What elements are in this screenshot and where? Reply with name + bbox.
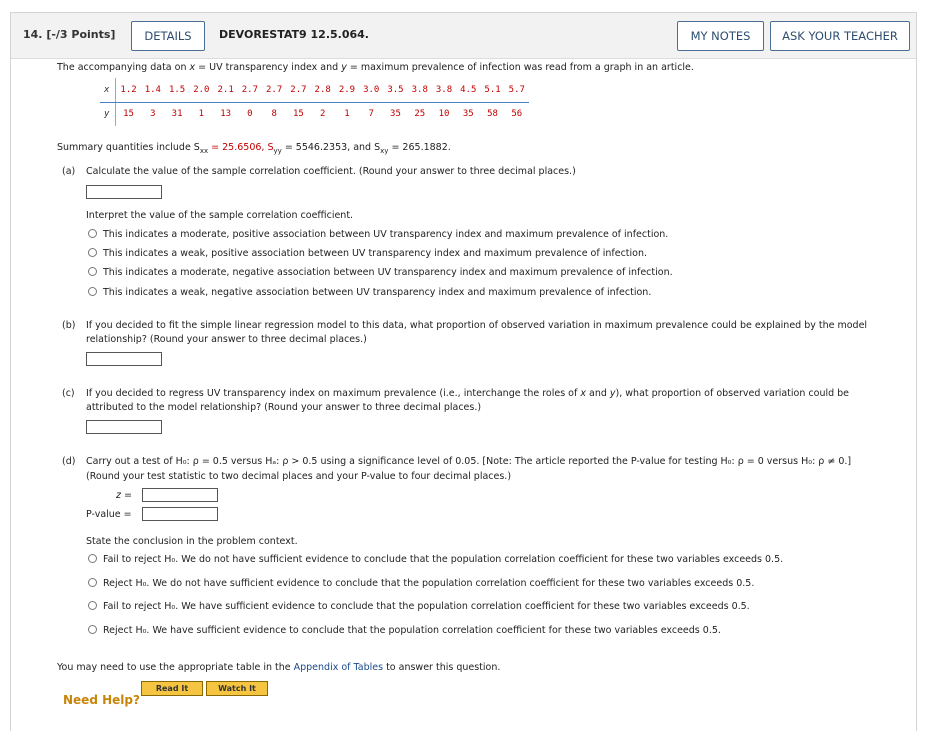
sxx-value: = 25.6506, S <box>208 142 274 153</box>
radio-icon[interactable] <box>88 248 97 257</box>
part-a-label: (a) <box>62 166 76 177</box>
radio-icon[interactable] <box>88 601 97 610</box>
radio-icon[interactable] <box>88 578 97 587</box>
ask-your-teacher-button[interactable]: ASK YOUR TEACHER <box>770 21 910 51</box>
y-value-cell: 8 <box>271 109 277 120</box>
x-value-cell: 4.5 <box>456 78 480 102</box>
y-value-cell: 1 <box>344 109 350 120</box>
p-value-label: P-value = <box>86 509 132 520</box>
y-value-cell: 35 <box>462 109 474 120</box>
part-d-option-1[interactable]: Fail to reject H₀. We do not have sufficient evidence to conclude that the population correlation coefficient for these two variables exceeds 0.5. <box>88 554 783 565</box>
y-row-label: y <box>100 102 116 126</box>
x-value-cell: 2.1 <box>213 78 237 102</box>
y-value-cell: 35 <box>390 109 401 120</box>
x-value-cell: 2.8 <box>311 78 335 102</box>
x-value-cell: 1.4 <box>141 78 165 102</box>
part-d-question-line2: (Round your test statistic to two decimal places and your P-value to four decimal places.) <box>86 471 512 482</box>
x-value-cell: 2.7 <box>238 78 262 102</box>
part-b-question-line1: If you decided to fit the simple linear regression model to this data, what proportion of observed variation in maximum prevalence could be explained by the model <box>86 320 868 331</box>
p-value-input[interactable] <box>142 507 218 521</box>
my-notes-button[interactable]: MY NOTES <box>677 21 764 51</box>
part-a-option-3[interactable]: This indicates a moderate, negative association between UV transparency index and maximum prevalence of infection. <box>88 267 673 278</box>
x-row-label: x <box>100 78 116 102</box>
x-value-cell: 5.1 <box>480 78 504 102</box>
y-value-cell: 1 <box>198 109 205 120</box>
appendix-note: You may need to use the appropriate table in the Appendix of Tables to answer this question. <box>57 662 501 673</box>
x-value-cell: 1.2 <box>116 78 141 102</box>
radio-icon[interactable] <box>88 287 97 296</box>
question-header <box>11 13 916 59</box>
radio-icon[interactable] <box>88 267 97 276</box>
y-value-cell: 25 <box>414 109 426 120</box>
y-value-cell: 56 <box>511 109 523 120</box>
x-value-cell: 2.0 <box>189 78 213 102</box>
radio-icon[interactable] <box>88 229 97 238</box>
part-b-label: (b) <box>62 320 76 331</box>
data-table <box>100 78 529 126</box>
part-c-question-line1: If you decided to regress UV transparency index on maximum prevalence (i.e., interchange the roles of x and y), what proportion of observed variation could be <box>86 388 850 399</box>
part-a-option-4[interactable]: This indicates a weak, negative association between UV transparency index and maximum prevalence of infection. <box>88 287 651 298</box>
x-value-cell: 1.5 <box>165 78 189 102</box>
y-value-cell: 31 <box>171 109 183 120</box>
x-value-cell: 2.9 <box>335 78 359 102</box>
y-value-cell: 0 <box>247 109 253 120</box>
x-value-cell: 5.7 <box>505 78 529 102</box>
part-c-answer-input[interactable] <box>86 420 162 434</box>
appendix-link[interactable]: Appendix of Tables <box>293 662 384 673</box>
part-b-answer-input[interactable] <box>86 352 162 366</box>
watch-it-button[interactable]: Watch It <box>206 681 268 696</box>
part-b-question-line2: relationship? (Round your answer to three decimal places.) <box>86 334 367 345</box>
y-value-cell: 15 <box>292 109 304 120</box>
radio-icon[interactable] <box>88 625 97 634</box>
part-d-option-4[interactable]: Reject H₀. We have sufficient evidence to conclude that the population correlation coefficient for these two variables exceeds 0.5. <box>88 625 721 636</box>
details-button[interactable]: DETAILS <box>131 21 205 51</box>
question-points: 14. [-/3 Points] <box>23 28 116 41</box>
x-value-cell: 3.5 <box>383 78 407 102</box>
x-value-cell: 3.8 <box>432 78 456 102</box>
x-value-cell: 3.0 <box>359 78 383 102</box>
part-c-label: (c) <box>62 388 75 399</box>
y-value-cell: 7 <box>368 109 374 120</box>
intro-text: The accompanying data on x = UV transparency index and y = maximum prevalence of infection was read from a graph in an article. <box>57 62 694 73</box>
x-value-cell: 2.7 <box>262 78 286 102</box>
z-label: z = <box>116 490 132 501</box>
need-help-label: Need Help? <box>63 693 140 707</box>
x-value-cell: 3.8 <box>408 78 432 102</box>
part-d-label: (d) <box>62 456 76 467</box>
problem-code: DEVORESTAT9 12.5.064. <box>219 28 369 41</box>
y-value-cell: 58 <box>487 109 498 120</box>
z-input[interactable] <box>142 488 218 502</box>
part-d-option-3[interactable]: Fail to reject H₀. We have sufficient evidence to conclude that the population correlation coefficient for these two variables exceeds 0.5. <box>88 601 750 612</box>
part-a-interpret-prompt: Interpret the value of the sample correlation coefficient. <box>86 210 354 221</box>
x-value-cell: 2.7 <box>286 78 310 102</box>
part-a-answer-input[interactable] <box>86 185 162 199</box>
part-c-question-line2: attributed to the model relationship? (Round your answer to three decimal places.) <box>86 402 482 413</box>
read-it-button[interactable]: Read It <box>141 681 203 696</box>
y-value-cell: 3 <box>150 109 156 120</box>
summary-quantities: Summary quantities include $S_{xx} = 25.6506$, $S_{yy} = 5546.2353$, and $S_{xy} = 265.1882$. <box>57 142 451 155</box>
part-d-question-line1: Carry out a test of H₀: ρ = 0.5 versus Hₐ: ρ > 0.5 using a significance level of 0.05. [Note: The article reported the P-value for testing H₀: ρ = 0 versus H₀: ρ ≠ 0.] <box>86 456 852 467</box>
part-d-option-2[interactable]: Reject H₀. We do not have sufficient evidence to conclude that the population correlation coefficient for these two variables exceeds 0.5. <box>88 578 754 589</box>
y-value-cell: 15 <box>123 109 134 120</box>
y-value-cell: 13 <box>220 109 232 120</box>
part-a-question: Calculate the value of the sample correlation coefficient. (Round your answer to three decimal places.) <box>86 166 576 177</box>
conclusion-prompt: State the conclusion in the problem context. <box>86 536 298 547</box>
radio-icon[interactable] <box>88 554 97 563</box>
y-value-cell: 10 <box>438 109 450 120</box>
part-a-option-1[interactable]: This indicates a moderate, positive association between UV transparency index and maximum prevalence of infection. <box>88 229 668 240</box>
y-value-cell: 2 <box>319 109 326 120</box>
part-a-option-2[interactable]: This indicates a weak, positive association between UV transparency index and maximum prevalence of infection. <box>88 248 647 259</box>
